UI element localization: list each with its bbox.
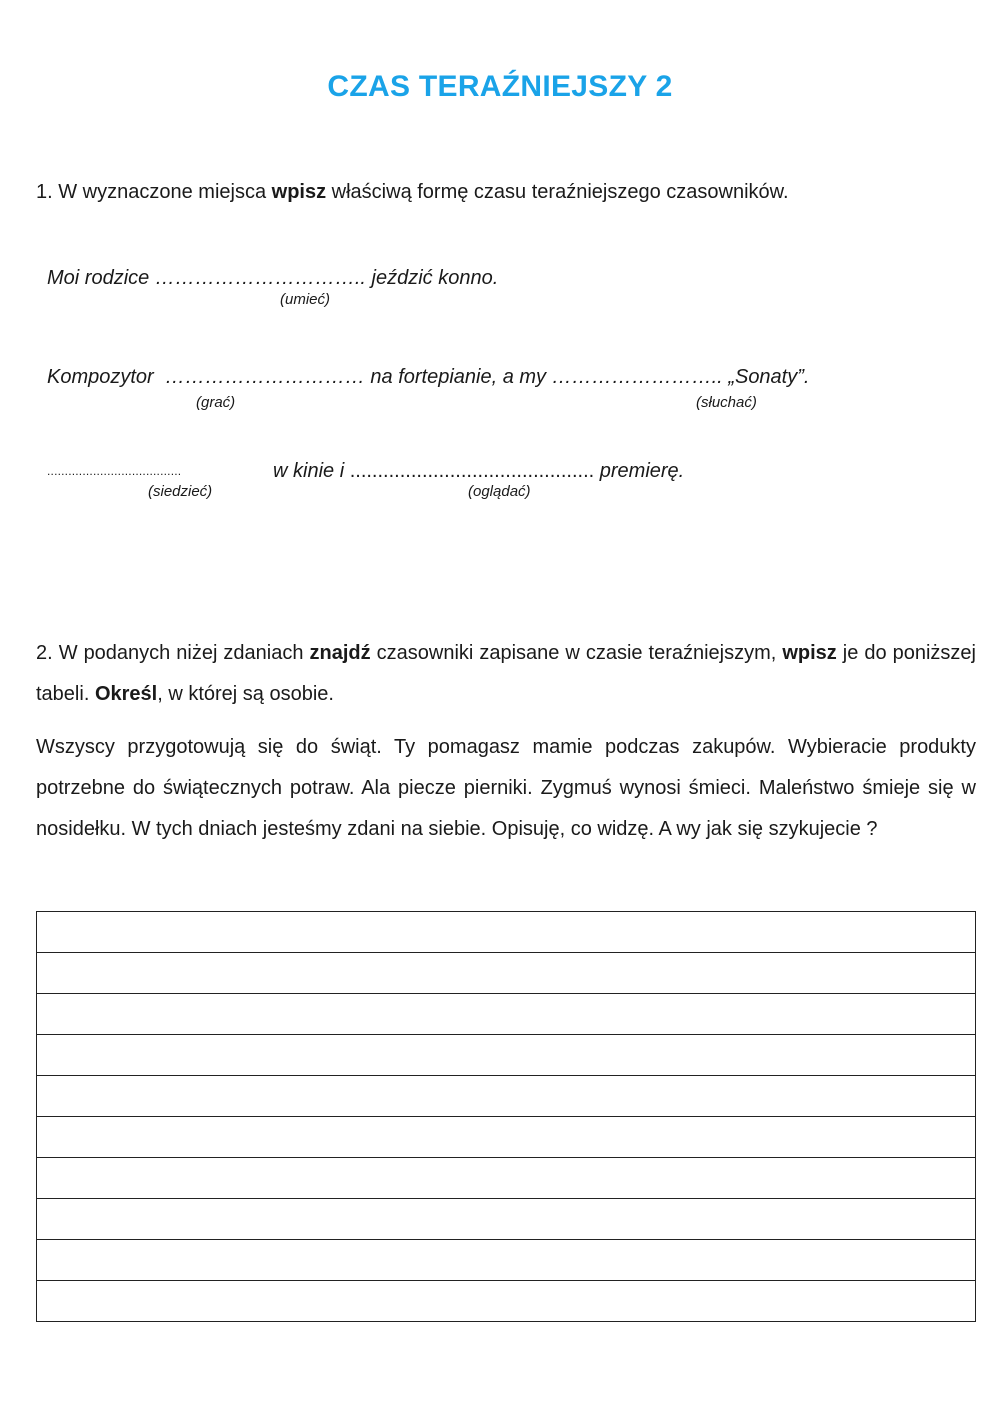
sentence-3-part1: w kinie i (273, 460, 345, 482)
hint-ogladac: (oglądać) (468, 483, 531, 500)
answer-table-row (37, 1281, 976, 1322)
sentence-1-part1: Moi rodzice (47, 267, 150, 289)
hint-umiec: (umieć) (280, 291, 331, 308)
sentence-3 (273, 460, 684, 483)
answer-table-row (37, 1035, 976, 1076)
sentence-2-part3: „Sonaty”. (728, 366, 810, 388)
answer-cell[interactable] (37, 1199, 976, 1240)
task1-number: 1. (36, 181, 53, 203)
sentence-1-part2: jeździć konno. (371, 267, 499, 289)
sentence-3-blank-1[interactable]: ...................................... (47, 464, 182, 478)
sentence-3-blank-2[interactable]: ............................................ (349, 460, 595, 482)
sentence-2-blank-2[interactable]: …………………….. (551, 366, 723, 388)
answer-table-row (37, 1076, 976, 1117)
hint-sluchac: (słuchać) (696, 394, 757, 411)
answer-cell[interactable] (37, 912, 976, 953)
answer-cell[interactable] (37, 994, 976, 1035)
answer-cell[interactable] (37, 1281, 976, 1322)
answer-cell[interactable] (37, 1076, 976, 1117)
sentence-1 (47, 267, 498, 290)
task1-text-before: W wyznaczone miejsca (58, 181, 267, 203)
task2-number: 2. (36, 642, 53, 664)
task2-text-4: , w której są osobie. (157, 683, 334, 705)
answer-cell[interactable] (37, 1158, 976, 1199)
task2-instruction (36, 633, 976, 715)
task1-text-after: właściwą formę czasu teraźniejszego czasowników. (331, 181, 789, 203)
task1-bold-wpisz: wpisz (271, 181, 327, 203)
task2-text-1: W podanych niżej zdaniach (58, 642, 304, 664)
answer-table-row (37, 994, 976, 1035)
task1-instruction (36, 172, 966, 213)
answer-table (36, 911, 976, 1322)
answer-cell[interactable] (37, 1035, 976, 1076)
task2-bold-wpisz: wpisz (782, 642, 837, 664)
answer-table-row (37, 1199, 976, 1240)
task2-bold-okresl: Określ (94, 683, 158, 705)
task2-bold-znajdz: znajdź (309, 642, 371, 664)
sentence-2 (47, 366, 809, 389)
answer-cell[interactable] (37, 953, 976, 994)
hint-grac: (grać) (196, 394, 236, 411)
answer-table-row (37, 912, 976, 953)
answer-cell[interactable] (37, 1240, 976, 1281)
task2-text-2: czasowniki zapisane w czasie teraźniejszym, (376, 642, 777, 664)
answer-table-row (37, 1240, 976, 1281)
answer-table-row (37, 953, 976, 994)
answer-table-row (37, 1158, 976, 1199)
sentence-2-part1: Kompozytor (47, 366, 154, 388)
sentence-2-part2: na fortepianie, a my (370, 366, 547, 388)
sentence-1-blank[interactable]: ………………………….. (154, 267, 366, 289)
task2-text-3: je do poniższej tabeli. (36, 642, 976, 705)
sentence-2-blank-1[interactable]: ………………………… (164, 366, 365, 388)
hint-siedziec: (siedzieć) (148, 483, 213, 500)
task2-passage: Wszyscy przygotowują się do świąt. Ty pomagasz mamie podczas zakupów. Wybieracie produkty potrzebne do świątecznych potraw. Ala piecze pierniki. Zygmuś wynosi śmieci. Maleństwo śmieje się w nosidełku. W tych dniach jesteśmy zdani na siebie. Opisuję, co widzę. A wy jak się szykujecie ? (36, 736, 976, 840)
answer-cell[interactable] (37, 1117, 976, 1158)
sentence-3-part2: premierę. (599, 460, 685, 482)
page-title: CZAS TERAŹNIEJSZY 2 (327, 70, 673, 103)
answer-table-row (37, 1117, 976, 1158)
